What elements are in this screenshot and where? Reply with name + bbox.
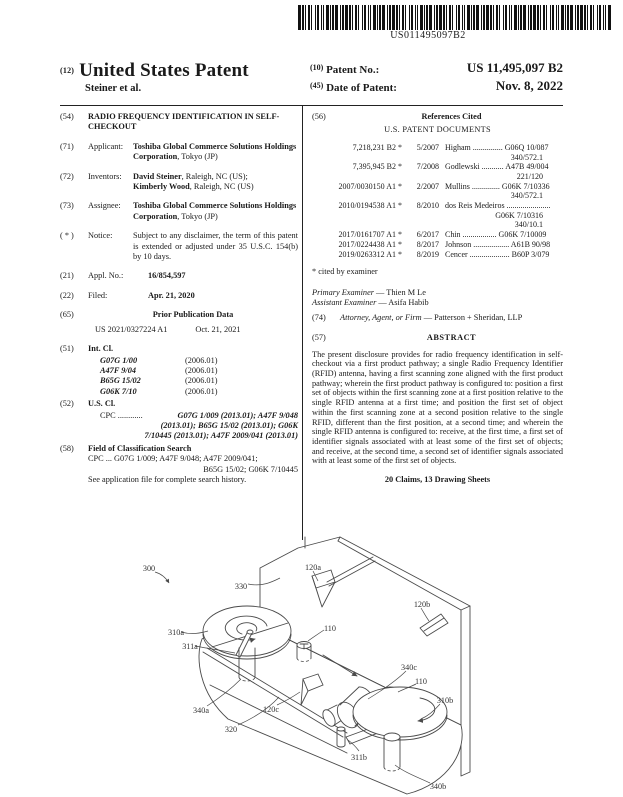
patent-number: US 11,495,097 B2 (466, 60, 563, 75)
attorney-line: (74) Attorney, Agent, or Firm — Patterson + Sheridan, LLP (312, 312, 523, 322)
figure-label-120b: 120b (413, 600, 431, 609)
barcode (298, 5, 614, 31)
us-patent-documents-heading: U.S. PATENT DOCUMENTS (384, 125, 491, 135)
section-52-heading: (52) U.S. Cl. (60, 399, 116, 409)
reference-row: 7,395,945 B2 * 7/2008 Godlewski ........... A47B 49/004 (352, 162, 549, 172)
references-table (312, 143, 563, 259)
section-51-heading: (51) Int. Cl. (60, 344, 114, 354)
header (60, 60, 563, 96)
reference-cont: 221/120 (516, 171, 543, 181)
reference-cont: 340/10.1 (514, 220, 543, 230)
section-notice: ( * ) Notice: Subject to any disclaimer, the term of this patent is extended or adjusted under 35 U.S.C. 154(b) by 10 days. (60, 231, 298, 262)
left-column (60, 112, 298, 485)
figure-label-310a: 310a (168, 628, 184, 637)
inventor-short-name: Steiner et al. (85, 83, 142, 94)
column-divider (302, 106, 303, 540)
figure-label-320: 320 (224, 725, 238, 734)
antenna-cone-120b (420, 614, 448, 636)
reference-cont: 340/572.1 (510, 191, 543, 201)
int-cl-row: B65G 15/02 (2006.01) (100, 376, 218, 386)
field-search-line1: CPC ... G07G 1/009; A47F 9/048; A47F 2009/041; (88, 454, 258, 464)
prior-publication: US 2021/0327224 A1 Oct. 21, 2021 (95, 324, 241, 334)
reference-cont: G06K 7/10316 (495, 210, 543, 220)
figure-label-120a: 120a (305, 563, 321, 572)
reference-row: 2019/0263312 A1 * 8/2019 Cencer .................... B60P 3/079 (338, 249, 550, 259)
us-cl-line3: 7/10445 (2013.01); A47F 2009/041 (2013.01) (144, 431, 298, 441)
patent-date-line: $^{(45)}$ Date of Patent: Nov. 8, 2022 (310, 78, 563, 94)
us-cl-line1: CPC ............ G07G 1/009 (2013.01); A47F 9/048 (100, 410, 298, 420)
reference-row: 2017/0161707 A1 * 6/2017 Chin ................. G06K 7/10009 (338, 230, 547, 240)
section-58-heading: (58) Field of Classification Search (60, 443, 192, 453)
reference-row: 2007/0030150 A1 * 2/2007 Mullins .............. G06K 7/10336 (338, 181, 550, 191)
figure-label-330: 330 (234, 582, 248, 591)
int-cl-row: G06K 7/10 (2006.01) (100, 386, 218, 396)
section-54-title: (54) RADIO FREQUENCY IDENTIFICATION IN SELF-CHECKOUT (60, 112, 298, 133)
section-71-applicant: (71) Applicant: Toshiba Global Commerce Solutions Holdings Corporation, Tokyo (JP) (60, 141, 297, 162)
header-rule (60, 105, 563, 106)
reference-row: 2010/0194538 A1 * 8/2010 dos Reis Medeiros ...................... (338, 201, 551, 211)
primary-examiner: Primary Examiner — Thien M Le (312, 287, 426, 297)
section-65-heading: (65) Prior Publication Data (60, 310, 234, 320)
abstract-heading: (57) ABSTRACT (312, 333, 477, 343)
reference-row: 2017/0224438 A1 * 8/2017 Johnson .................. A61B 90/98 (338, 239, 551, 249)
figure-label-310b: 310b (436, 696, 454, 705)
figure-label-110-right: 110 (415, 677, 427, 686)
right-column (312, 112, 563, 486)
section-72-inventors: (72) Inventors: David Steiner, Raleigh, NC (US); Kimberly Wood, Raleigh, NC (US) (60, 171, 254, 192)
antenna-rail (312, 557, 375, 607)
figure-label-340a: 340a (193, 706, 209, 715)
figure-label-340c: 340c (401, 663, 417, 672)
int-cl-row: G07G 1/00 (2006.01) (100, 355, 218, 365)
barcode-bars (298, 5, 614, 31)
invention-title: RADIO FREQUENCY IDENTIFICATION IN SELF-CHECKOUT (88, 112, 280, 132)
assistant-examiner: Assistant Examiner — Asifa Habib (312, 298, 429, 308)
figure-label-300: 300 (142, 564, 156, 573)
section-73-assignee: (73) Assignee: Toshiba Global Commerce Solutions Holdings Corporation, Tokyo (JP) (60, 201, 297, 221)
figure-label-120c: 120c (263, 705, 279, 714)
claims-line: 20 Claims, 13 Drawing Sheets (384, 475, 491, 485)
figure-label-311b: 311b (350, 753, 368, 762)
field-search-line2: B65G 15/02; G06K 7/10445 (203, 464, 298, 474)
figure-label-110-left: 110 (324, 624, 336, 633)
figure-label-340b: 340b (429, 782, 447, 791)
figure-label-311a: 311a (182, 642, 198, 651)
patent-figure (115, 535, 507, 797)
page-title: (12) United States Patent (60, 60, 249, 81)
section-21-appl-no: (21) Appl. No.: 16/854,597 (60, 271, 186, 281)
cited-by-examiner-note: * cited by examiner (312, 267, 378, 277)
us-cl-line2: (2013.01); B65G 15/02 (2013.01); G06K (160, 420, 298, 430)
patent-number-line: $^{(10)}$ Patent No.: US 11,495,097 B2 (310, 60, 563, 76)
patent-date: Nov. 8, 2022 (495, 78, 563, 93)
reference-cont: 340/572.1 (510, 152, 543, 162)
section-56-heading: (56) References Cited (312, 112, 482, 121)
barcode-number: US011495097B2 (390, 30, 466, 41)
reference-row: 7,218,231 B2 * 5/2007 Higham ............... G06Q 10/087 (352, 142, 549, 152)
ink-tag-12: (12) (60, 66, 75, 75)
abstract-text: The present disclosure provides for radio frequency identification in self-checkout via a first product pathway; a single Radio Frequency Identifier (RFID) antenna, having a first scanning zone aligned with the first product pathway; wherein the first product pathway is configured to: position a first set of objects within the first scanning zone at a first position relative to the single RFID antenna at a first time; and position the first set of object within the first scanning zone at a second position relative to the single RFID, different than the first position, at a second time; and wherein the single RFID antenna is configured to: receive, at the first time, a first set of identifier signals associated with at least some of the first set of objects; and receive, at the second time, a second set of identifier signals associated with at least some of the first set of objects. (312, 349, 563, 466)
int-cl-row: A47F 9/04 (2006.01) (100, 365, 218, 375)
section-22-filed: (22) Filed: Apr. 21, 2020 (60, 290, 195, 300)
field-search-line3: See application file for complete search history. (88, 474, 247, 484)
